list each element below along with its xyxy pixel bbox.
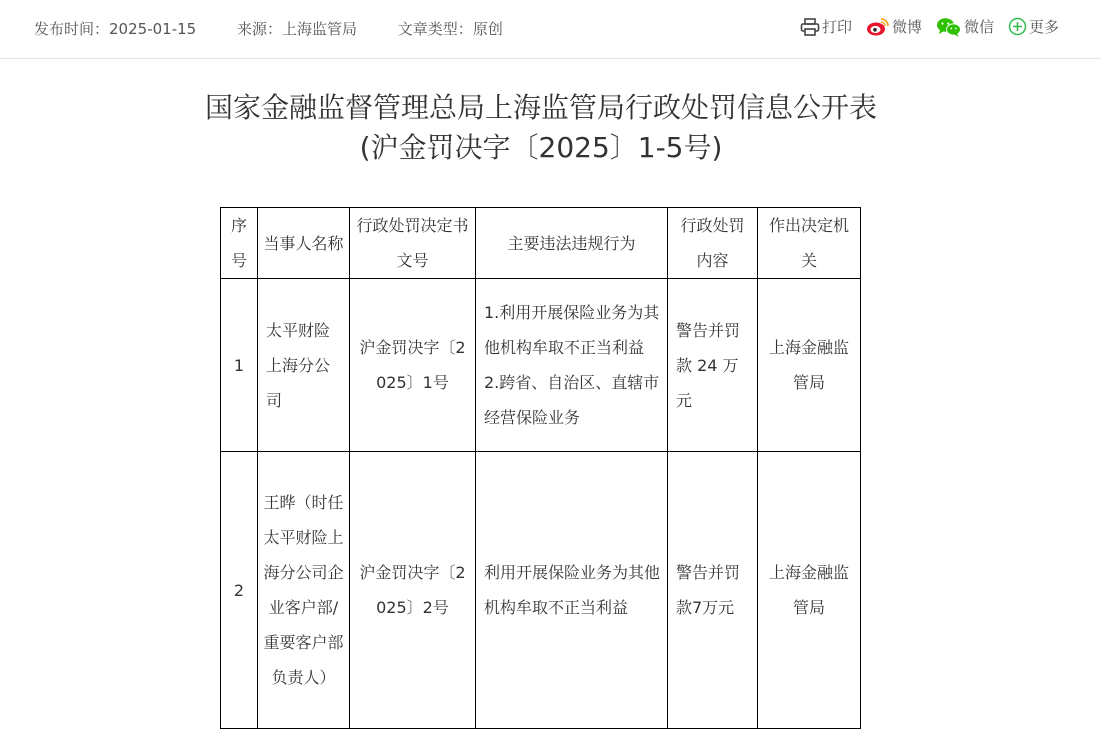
- header-cell-penalty: 行政处罚内容: [668, 208, 758, 279]
- cell-no: 1: [221, 279, 258, 452]
- weibo-share-button[interactable]: 微博: [866, 16, 922, 37]
- cell-violation: 利用开展保险业务为其他机构牟取不正当利益: [476, 452, 668, 729]
- plus-circle-icon: [1008, 17, 1027, 36]
- violation-item-2: 2.跨省、自治区、直辖市经营保险业务: [484, 373, 660, 427]
- article-meta-bar: [0, 0, 1101, 59]
- wechat-share-button[interactable]: 微信: [936, 16, 994, 37]
- publish-time: 发布时间：2025-01-15: [34, 20, 197, 38]
- cell-doc: 沪金罚决字〔2025〕1号: [350, 279, 476, 452]
- more-share-button[interactable]: 更多: [1008, 16, 1059, 37]
- table-row: [221, 279, 861, 452]
- header-cell-no: 序号: [221, 208, 258, 279]
- cell-no: 2: [221, 452, 258, 729]
- table-row: [221, 452, 861, 729]
- printer-icon: [800, 18, 820, 36]
- cell-authority: 上海金融监管局: [758, 452, 861, 729]
- cell-party: 王晔（时任太平财险上海分公司企业客户部/重要客户部负责人）: [258, 452, 350, 729]
- page-title: [0, 88, 1082, 168]
- cell-penalty: 警告并罚款 24 万元: [668, 279, 758, 452]
- share-toolbar: [786, 16, 1059, 37]
- cell-doc: 沪金罚决字〔2025〕2号: [350, 452, 476, 729]
- penalty-table: [220, 207, 861, 729]
- title-line-1: 国家金融监督管理总局上海监管局行政处罚信息公开表: [204, 91, 877, 124]
- header-cell-authority: 作出决定机关: [758, 208, 861, 279]
- header-cell-doc: 行政处罚决定书文号: [350, 208, 476, 279]
- header-cell-violation: 主要违法违规行为: [476, 208, 668, 279]
- header-cell-party: 当事人名称: [258, 208, 350, 279]
- cell-party: 太平财险上海分公司: [258, 279, 350, 452]
- article-meta: [34, 18, 539, 39]
- violation-item-1: 1.利用开展保险业务为其他机构牟取不正当利益: [484, 303, 660, 357]
- title-line-2: (沪金罚决字〔2025〕1-5号): [359, 131, 723, 164]
- article-type: 文章类型：原创: [397, 20, 503, 38]
- article-source: 来源：上海监管局: [236, 20, 358, 38]
- cell-authority: 上海金融监管局: [758, 279, 861, 452]
- weibo-icon: [866, 17, 890, 37]
- wechat-icon: [936, 17, 962, 37]
- table-header-row: [221, 208, 861, 279]
- cell-penalty: 警告并罚款7万元: [668, 452, 758, 729]
- print-button[interactable]: 打印: [800, 16, 852, 37]
- cell-violation: [476, 279, 668, 452]
